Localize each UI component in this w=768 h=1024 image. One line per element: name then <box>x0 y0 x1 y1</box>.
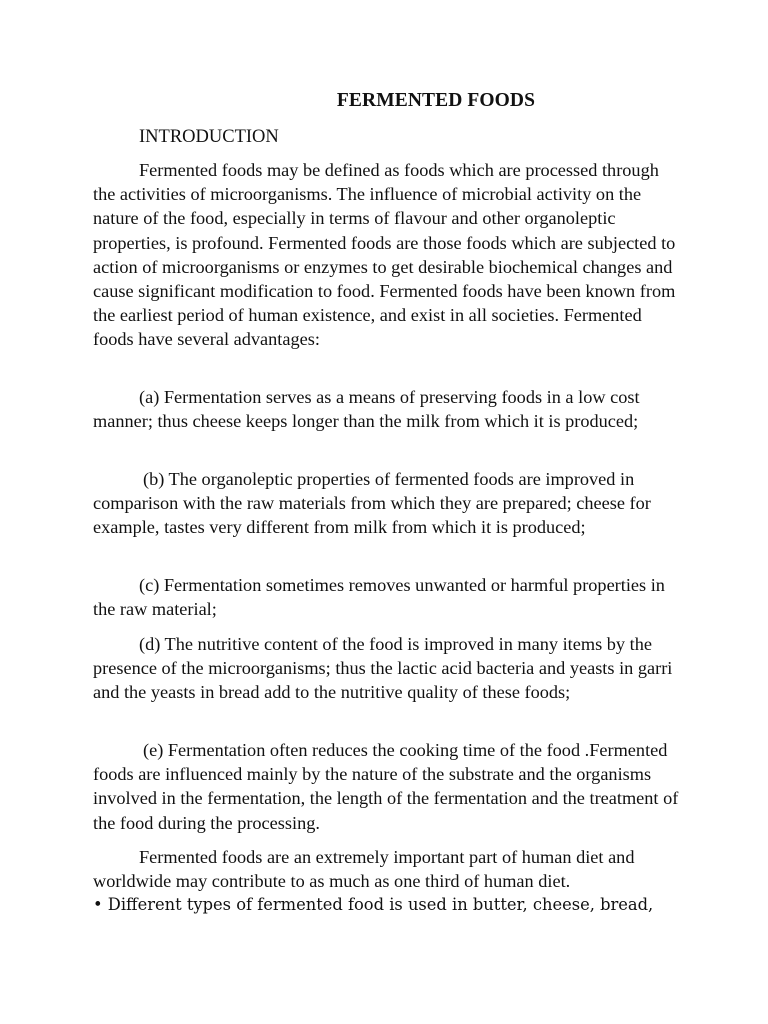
intro-paragraph: Fermented foods may be defined as foods which are processed through the activities of microorganisms. The influence of microbial activity on the nature of the food, especially in terms of flavour and other organoleptic properties, is profound. Fermented foods are those foods which are subjected to action of microorganisms or enzymes to get desirable biochemical changes and cause significant modification to food. Fermented foods have been known from the earliest period of human existence, and exist in all societies. Fermented foods have several advantages: <box>93 160 676 350</box>
advantage-c-paragraph: (c) Fermentation sometimes removes unwanted or harmful properties in the raw material; <box>93 575 665 620</box>
bullet-item: • Different types of fermented food is used in butter, cheese, bread, <box>93 895 654 914</box>
document-title: FERMENTED FOODS <box>336 90 536 111</box>
section-heading: INTRODUCTION <box>139 127 279 147</box>
advantage-d-paragraph: (d) The nutritive content of the food is improved in many items by the presence of the microorganisms; thus the lactic acid bacteria and yeasts in garri and the yeasts in bread add to the nutritive quality of these foods; <box>93 634 673 703</box>
advantage-b-paragraph: (b) The organoleptic properties of fermented foods are improved in comparison with the raw materials from which they are prepared; cheese for example, tastes very different from milk from which it is produced; <box>93 469 651 538</box>
diet-paragraph: Fermented foods are an extremely important part of human diet and worldwide may contribute to as much as one third of human diet. <box>93 847 635 892</box>
advantage-e-paragraph: (e) Fermentation often reduces the cooking time of the food .Fermented foods are influenced mainly by the nature of the substrate and the organisms involved in the fermentation, the length of the fermentation and the treatment of the food during the processing. <box>93 740 679 833</box>
advantage-a-paragraph: (a) Fermentation serves as a means of preserving foods in a low cost manner; thus cheese keeps longer than the milk from which it is produced; <box>93 387 640 432</box>
